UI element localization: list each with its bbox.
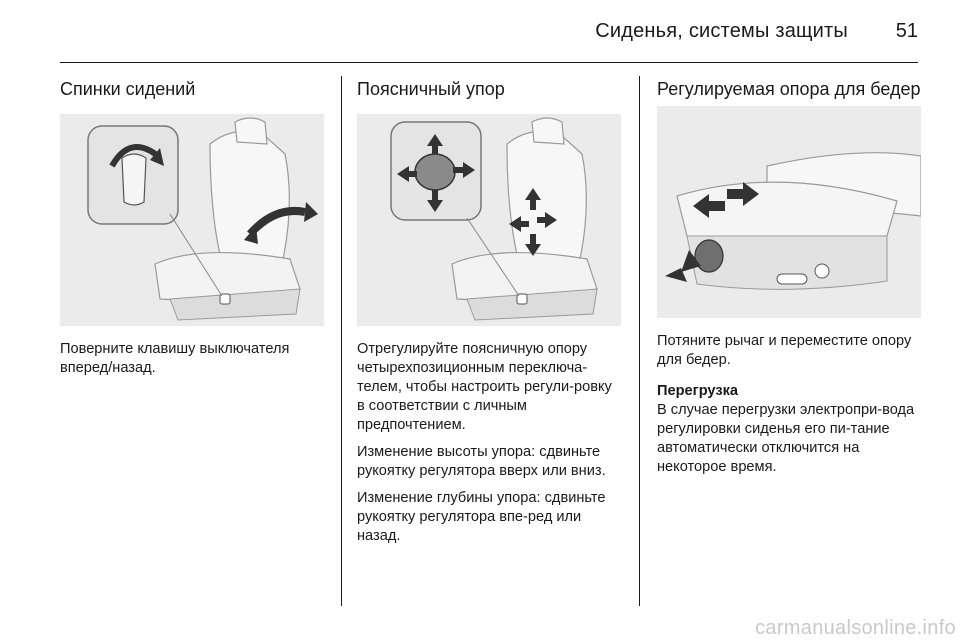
heading-seat-backs: Спинки сидений <box>60 79 196 99</box>
column-divider <box>341 76 342 606</box>
thigh-illustration <box>657 106 921 318</box>
column-thigh-support <box>657 78 921 477</box>
page-number: 51 <box>895 20 918 42</box>
thigh-support-figure <box>657 106 921 318</box>
lumbar-height: Изменение высоты упора: сдвиньте рукоятку регулятора вверх или вниз. <box>357 444 606 479</box>
seat-back-figure <box>60 114 324 326</box>
seat-illustration <box>60 114 324 326</box>
page-header <box>60 0 918 63</box>
column-divider <box>639 76 640 606</box>
lumbar-figure <box>357 114 621 326</box>
subheading-overload: Перегрузка <box>657 383 739 399</box>
watermark: carmanualsonline.info <box>755 617 956 639</box>
section-title: Сиденья, системы защиты <box>595 20 848 42</box>
heading-thigh-support: Регулируемая опора для бедер <box>657 79 921 99</box>
four-way-switch-icon <box>415 154 455 190</box>
heading-lumbar: Поясничный упор <box>357 79 505 99</box>
column-lumbar <box>357 78 621 546</box>
overload-text: В случае перегрузки электропри-вода регулировки сиденья его пи-тание автоматически отключится на некоторое время. <box>657 402 915 475</box>
headrest-icon <box>235 118 267 144</box>
lumbar-depth: Изменение глубины упора: сдвиньте рукоятку регулятора впе-ред или назад. <box>357 490 606 544</box>
thigh-instruction: Потяните рычаг и переместите опору для бедер. <box>657 333 912 368</box>
thigh-support-lever-icon <box>695 240 723 272</box>
lumbar-illustration <box>357 114 621 326</box>
lumbar-intro: Отрегулируйте поясничную опору четырехпозиционным переключа-телем, чтобы настроить регули-ровку в соответствии с личным предпочтением. <box>357 341 612 433</box>
seat-back-instruction: Поверните клавишу выключателя вперед/назад. <box>60 341 290 376</box>
column-seat-backs <box>60 78 324 378</box>
